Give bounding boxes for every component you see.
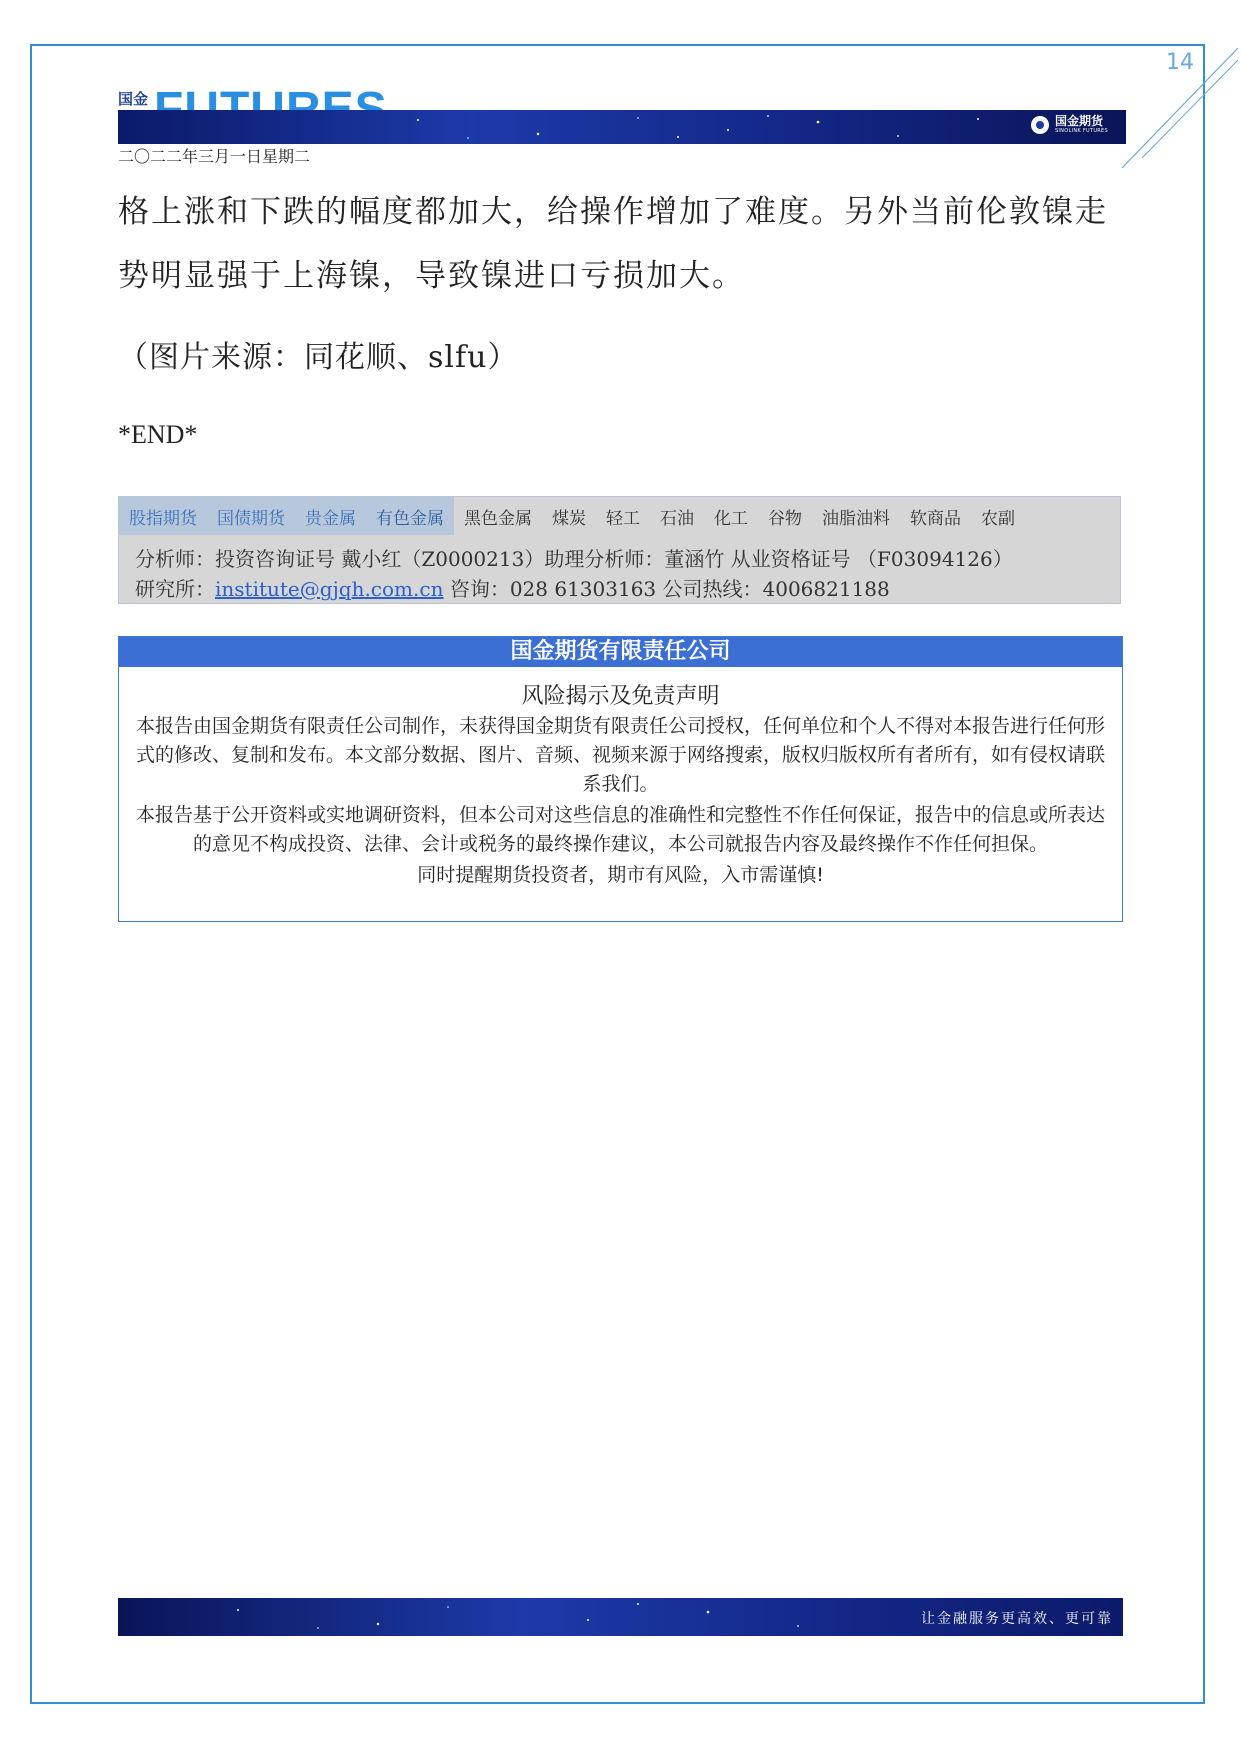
star-field-decoration — [118, 110, 1126, 144]
category-item[interactable]: 谷物 — [768, 508, 802, 529]
corner-decoration — [1120, 40, 1240, 170]
category-item[interactable]: 黑色金属 — [464, 508, 532, 529]
category-item[interactable]: 股指期货 — [119, 497, 207, 535]
page-number: 14 — [1166, 50, 1194, 75]
brand-badge — [1031, 115, 1108, 134]
institute-email-link[interactable]: institute@gjqh.com.cn — [215, 577, 444, 601]
category-item[interactable]: 贵金属 — [295, 497, 366, 535]
disclaimer-paragraph-2: 本报告基于公开资料或实地调研资料，但本公司对这些信息的准确性和完整性不作任何保证，报告中的信息或所表达的意见不构成投资、法律、会计或税务的最终操作建议，本公司就报告内容及最终操作不作任何担保。 — [135, 804, 1105, 855]
category-item[interactable]: 软商品 — [910, 508, 961, 529]
disclaimer-paragraph-3: 同时提醒期货投资者，期市有风险，入市需谨慎! — [417, 864, 824, 886]
category-item[interactable]: 石油 — [660, 508, 694, 529]
category-box — [118, 496, 1121, 604]
contact-rest: 咨询：028 61303163 公司热线：4006821188 — [443, 577, 890, 601]
image-source: （图片来源：同花顺、slfu） — [118, 340, 519, 375]
category-item[interactable]: 轻工 — [606, 508, 640, 529]
footer-band — [118, 1598, 1123, 1636]
brand-logo-icon — [1031, 116, 1049, 134]
footer-slogan: 让金融服务更高效、更可靠 — [921, 1611, 1113, 1627]
brand-cn: 国金期货 — [1054, 114, 1103, 128]
category-item[interactable]: 国债期货 — [207, 497, 295, 535]
category-item[interactable]: 化工 — [714, 508, 748, 529]
brand-en: SINOLINK FUTURES — [1054, 128, 1108, 134]
disclaimer-box — [118, 636, 1123, 922]
header-band — [118, 110, 1126, 144]
category-item[interactable]: 煤炭 — [552, 508, 586, 529]
disclaimer-paragraph-1: 本报告由国金期货有限责任公司制作，未获得国金期货有限责任公司授权，任何单位和个人不得对本报告进行任何形式的修改、复制和发布。本文部分数据、图片、音频、视频来源于网络搜索，版权归版权所有者所有，如有侵权请联系我们。 — [135, 715, 1105, 795]
body-paragraph: 格上涨和下跌的幅度都加大，给操作增加了难度。另外当前伦敦镍走势明显强于上海镍，导致镍进口亏损加大。 — [118, 194, 1108, 294]
category-bar — [119, 497, 1120, 535]
contact-info — [135, 573, 890, 602]
logo-cn: 国金 — [118, 90, 149, 108]
disclaimer-title: 风险揭示及免责声明 — [521, 684, 720, 709]
report-date: 二〇二二年三月一日星期二 — [118, 147, 311, 166]
category-item[interactable]: 有色金属 — [366, 497, 454, 535]
institute-label: 研究所： — [135, 577, 215, 601]
category-item[interactable]: 油脂油料 — [822, 508, 890, 529]
analyst-info: 分析师：投资咨询证号 戴小红（Z0000213）助理分析师：董涵竹 从业资格证号 （F03094126） — [135, 547, 1013, 571]
category-item[interactable]: 农副 — [981, 508, 1015, 529]
end-mark: *END* — [118, 420, 198, 449]
disclaimer-company: 国金期货有限责任公司 — [119, 637, 1122, 667]
